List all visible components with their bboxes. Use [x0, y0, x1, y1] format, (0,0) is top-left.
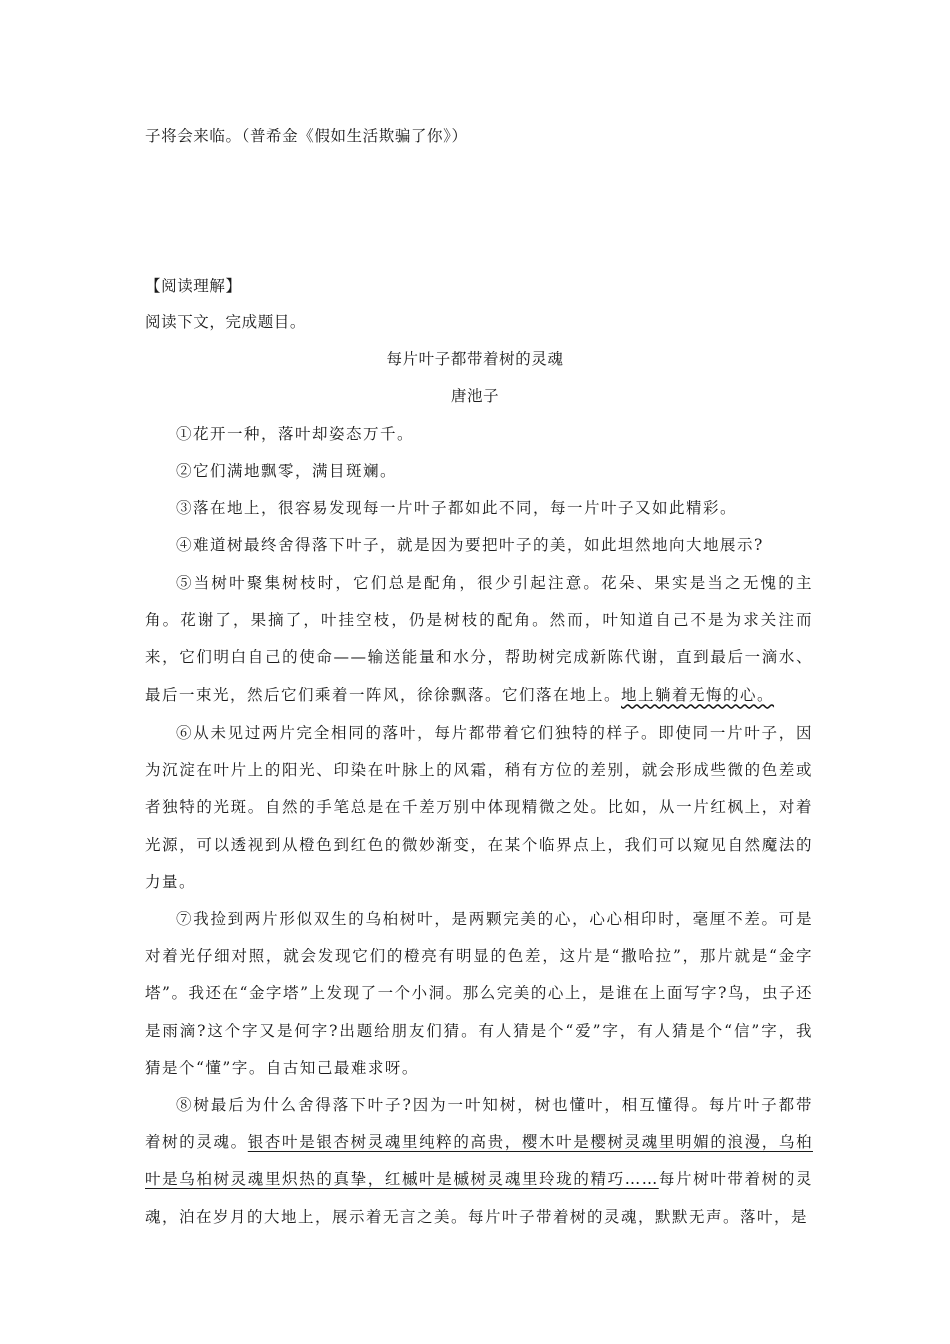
section-header: 【阅读理解】 [145, 277, 242, 295]
paragraph-8-text-start: ⑧树最后为什么舍得落下叶子?因为一叶知树，树也懂叶，相互懂得。每片叶子都带着树的灵魂。 [145, 1096, 813, 1152]
paragraph-1: ①花开一种，落叶却姿态万千。 [176, 425, 415, 443]
paragraph-5-wavy-underlined-sentence: 地上躺着无悔的心。 [621, 685, 775, 704]
paragraph-7: ⑦我捡到两片形似双生的乌桕树叶，是两颗完美的心，心心相印时，毫厘不差。可是对着光仔细对照，就会发现它们的橙亮有明显的色差，这片是“撒哈拉”，那片就是“金字塔”。我还在“金字塔”上发现了一个小洞。那么完美的心上，是谁在上面写字?鸟，虫子还是雨滴?这个字又是何字?出题给朋友们猜。有人猜是个“爱”字，有人猜是个“信”字，我猜是个“懂”字。自古知己最难求呀。 [145, 910, 813, 1077]
paragraph-4: ④难道树最终舍得落下叶子，就是因为要把叶子的美，如此坦然地向大地展示? [176, 536, 764, 554]
paragraph-2: ②它们满地飘零，满目斑斓。 [176, 462, 398, 480]
paragraph-3: ③落在地上，很容易发现每一片叶子都如此不同，每一片叶子又如此精彩。 [176, 499, 738, 517]
paragraph-5-text: ⑤当树叶聚集树枝时，它们总是配角，很少引起注意。花朵、果实是当之无愧的主角。花谢了，果摘了，叶挂空枝，仍是树枝的配角。然而，叶知道自己不是为求关注而来，它们明白自己的使命——输送能量和水分，帮助树完成新陈代谢，直到最后一滴水、最后一束光，然后它们乘着一阵风，徐徐飘落。它们落在地上。 [145, 574, 813, 704]
paragraph-8 [145, 1087, 813, 1236]
paragraph-8-text-end: 每片树叶带着树的灵魂，泊在岁月的大地上，展示着无言之美。每片叶子带着树的灵魂，默默无声。落叶，是 [145, 1170, 813, 1226]
paragraph-6: ⑥从未见过两片完全相同的落叶，每片都带着它们独特的样子。即使同一片叶子，因为沉淀在叶片上的阳光、印染在叶脉上的风霜，稍有方位的差别，就会形成些微的色差或者独特的光斑。自然的手笔总是在千差万别中体现精微之处。比如，从一片红枫上，对着光源，可以透视到从橙色到红色的微妙渐变，在某个临界点上，我们可以窥见自然魔法的力量。 [145, 724, 813, 891]
article-title: 每片叶子都带着树的灵魂 [386, 350, 564, 368]
paragraph-8-underlined-passage: 银杏叶是银杏树灵魂里纯粹的高贵，樱木叶是樱树灵魂里明媚的浪漫，乌桕叶是乌桕树灵魂里炽热的真挚，红槭叶是槭树灵魂里玲珑的精巧…… [145, 1133, 813, 1189]
article-author: 唐池子 [450, 387, 500, 405]
continued-text-line: 子将会来临。（普希金《假如生活欺骗了你》） [145, 127, 468, 145]
paragraph-5 [145, 565, 813, 714]
instruction-text: 阅读下文，完成题目。 [145, 313, 307, 331]
